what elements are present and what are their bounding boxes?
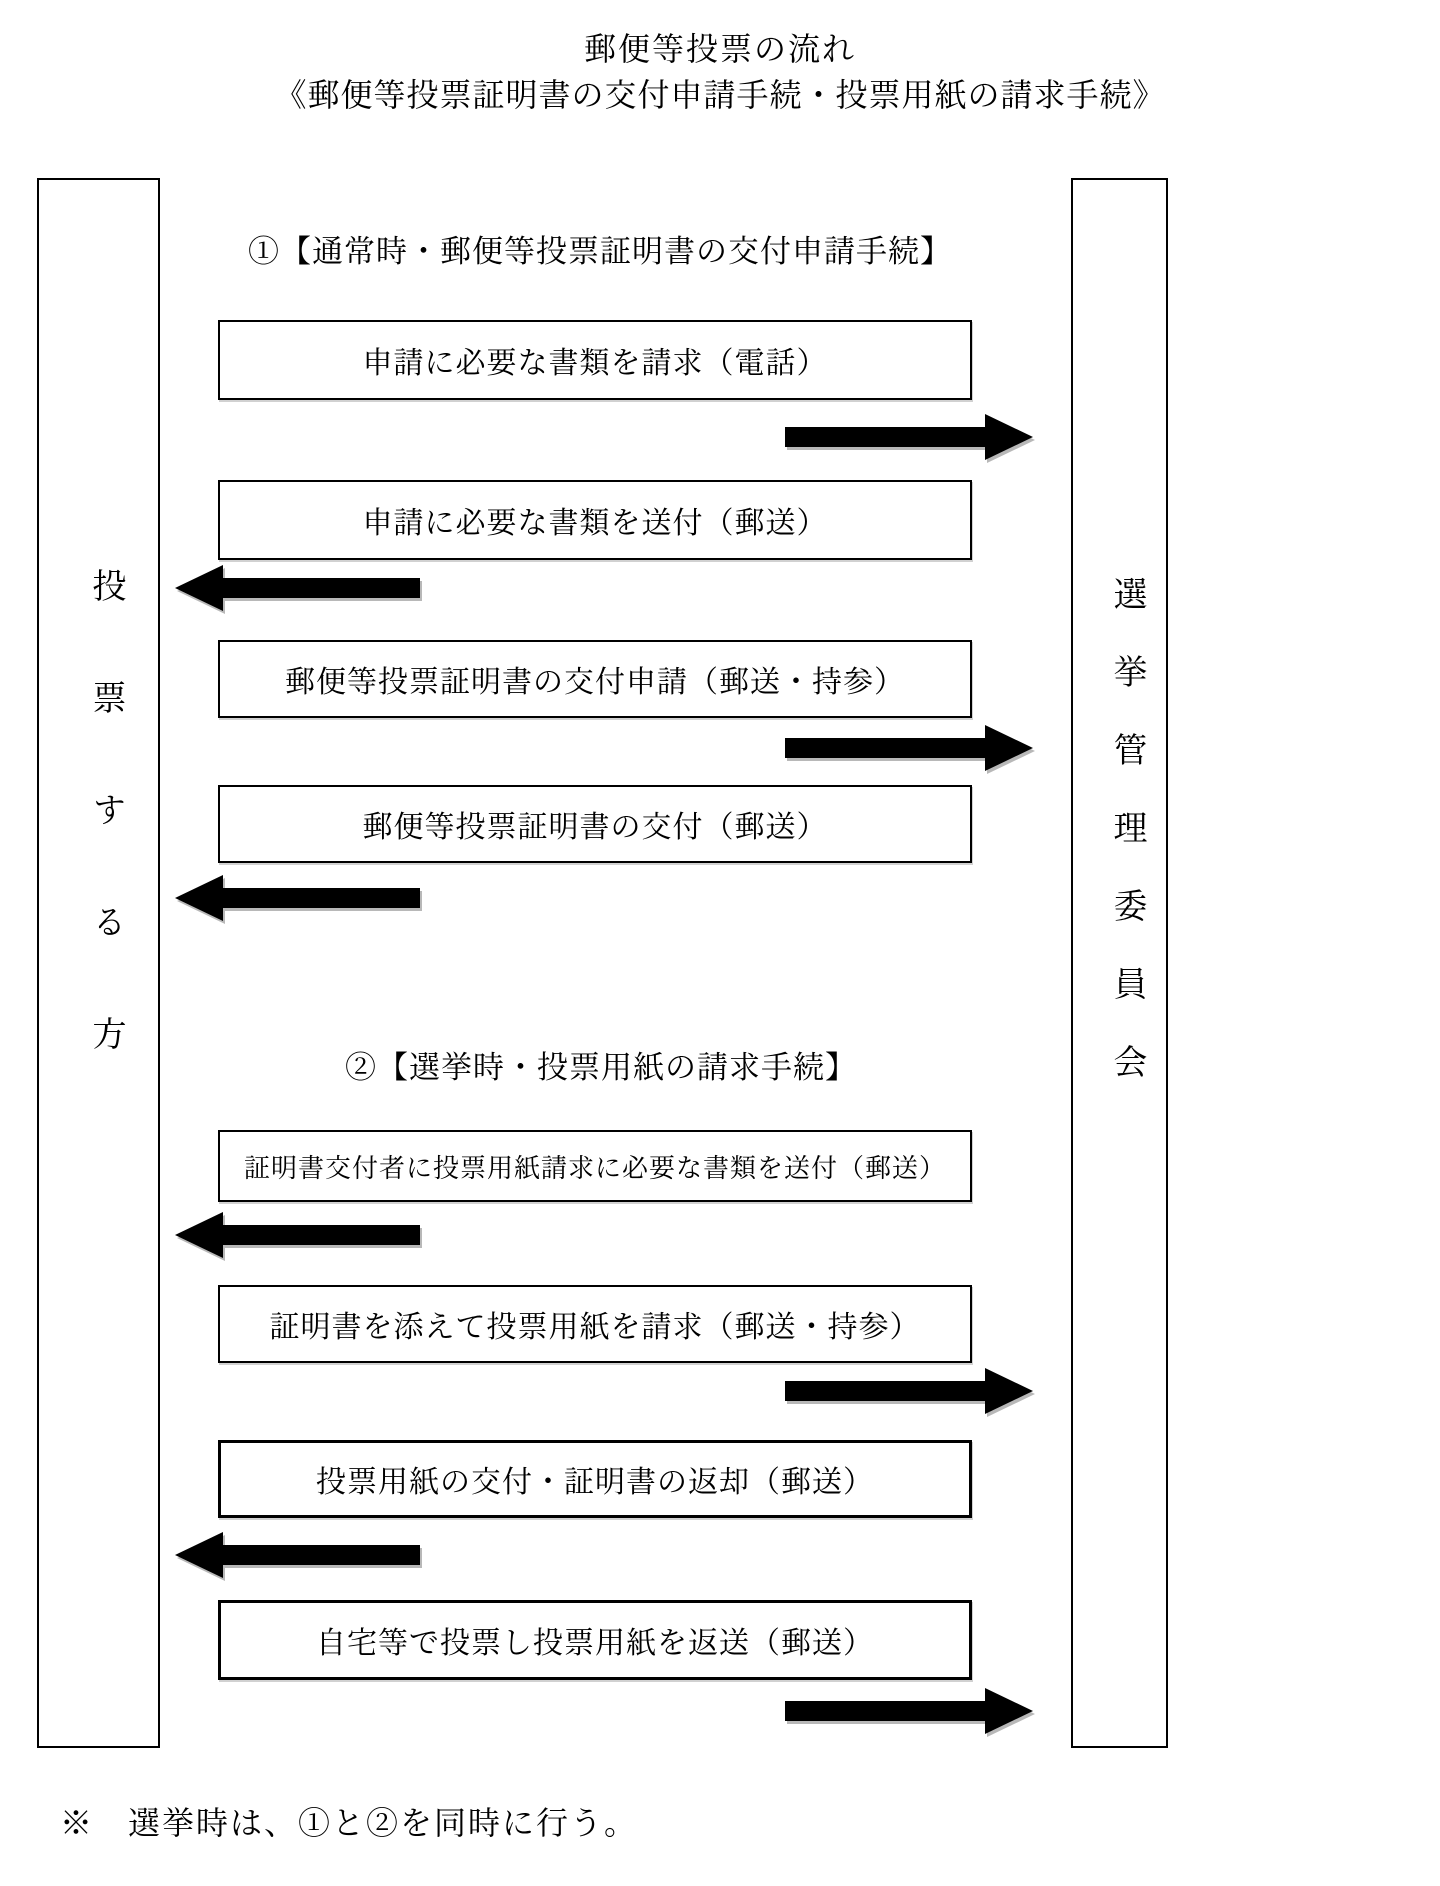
arrow-right-icon bbox=[785, 725, 1033, 771]
flow-step-box: 証明書を添えて投票用紙を請求（郵送・持参） bbox=[218, 1285, 972, 1363]
flow-step-box: 申請に必要な書類を送付（郵送） bbox=[218, 480, 972, 560]
arrow-left-icon bbox=[175, 1532, 420, 1578]
section-1-heading: ①【通常時・郵便等投票証明書の交付申請手続】 bbox=[248, 234, 952, 269]
flow-step-box: 証明書交付者に投票用紙請求に必要な書類を送付（郵送） bbox=[218, 1130, 972, 1202]
arrow-right-icon bbox=[785, 414, 1033, 460]
flow-step-box: 自宅等で投票し投票用紙を返送（郵送） bbox=[218, 1600, 972, 1680]
section-2-heading: ②【選挙時・投票用紙の請求手続】 bbox=[345, 1050, 857, 1085]
flow-step-box: 郵便等投票証明書の交付（郵送） bbox=[218, 785, 972, 863]
election-committee-column-label: 選挙管理委員会 bbox=[1108, 576, 1145, 1122]
arrow-left-icon bbox=[175, 565, 420, 611]
voter-column-label: 投票する方 bbox=[87, 568, 124, 1128]
flow-step-box: 申請に必要な書類を請求（電話） bbox=[218, 320, 972, 400]
page-title: 郵便等投票の流れ bbox=[583, 31, 856, 67]
arrow-right-icon bbox=[785, 1368, 1033, 1414]
footnote: ※ 選挙時は、①と②を同時に行う。 bbox=[60, 1805, 639, 1841]
arrow-right-icon bbox=[785, 1688, 1033, 1734]
page-subtitle: 《郵便等投票証明書の交付申請手続・投票用紙の請求手続》 bbox=[274, 77, 1166, 113]
flow-step-box: 投票用紙の交付・証明書の返却（郵送） bbox=[218, 1440, 972, 1518]
arrow-left-icon bbox=[175, 1212, 420, 1258]
arrow-left-icon bbox=[175, 875, 420, 921]
flow-step-box: 郵便等投票証明書の交付申請（郵送・持参） bbox=[218, 640, 972, 718]
